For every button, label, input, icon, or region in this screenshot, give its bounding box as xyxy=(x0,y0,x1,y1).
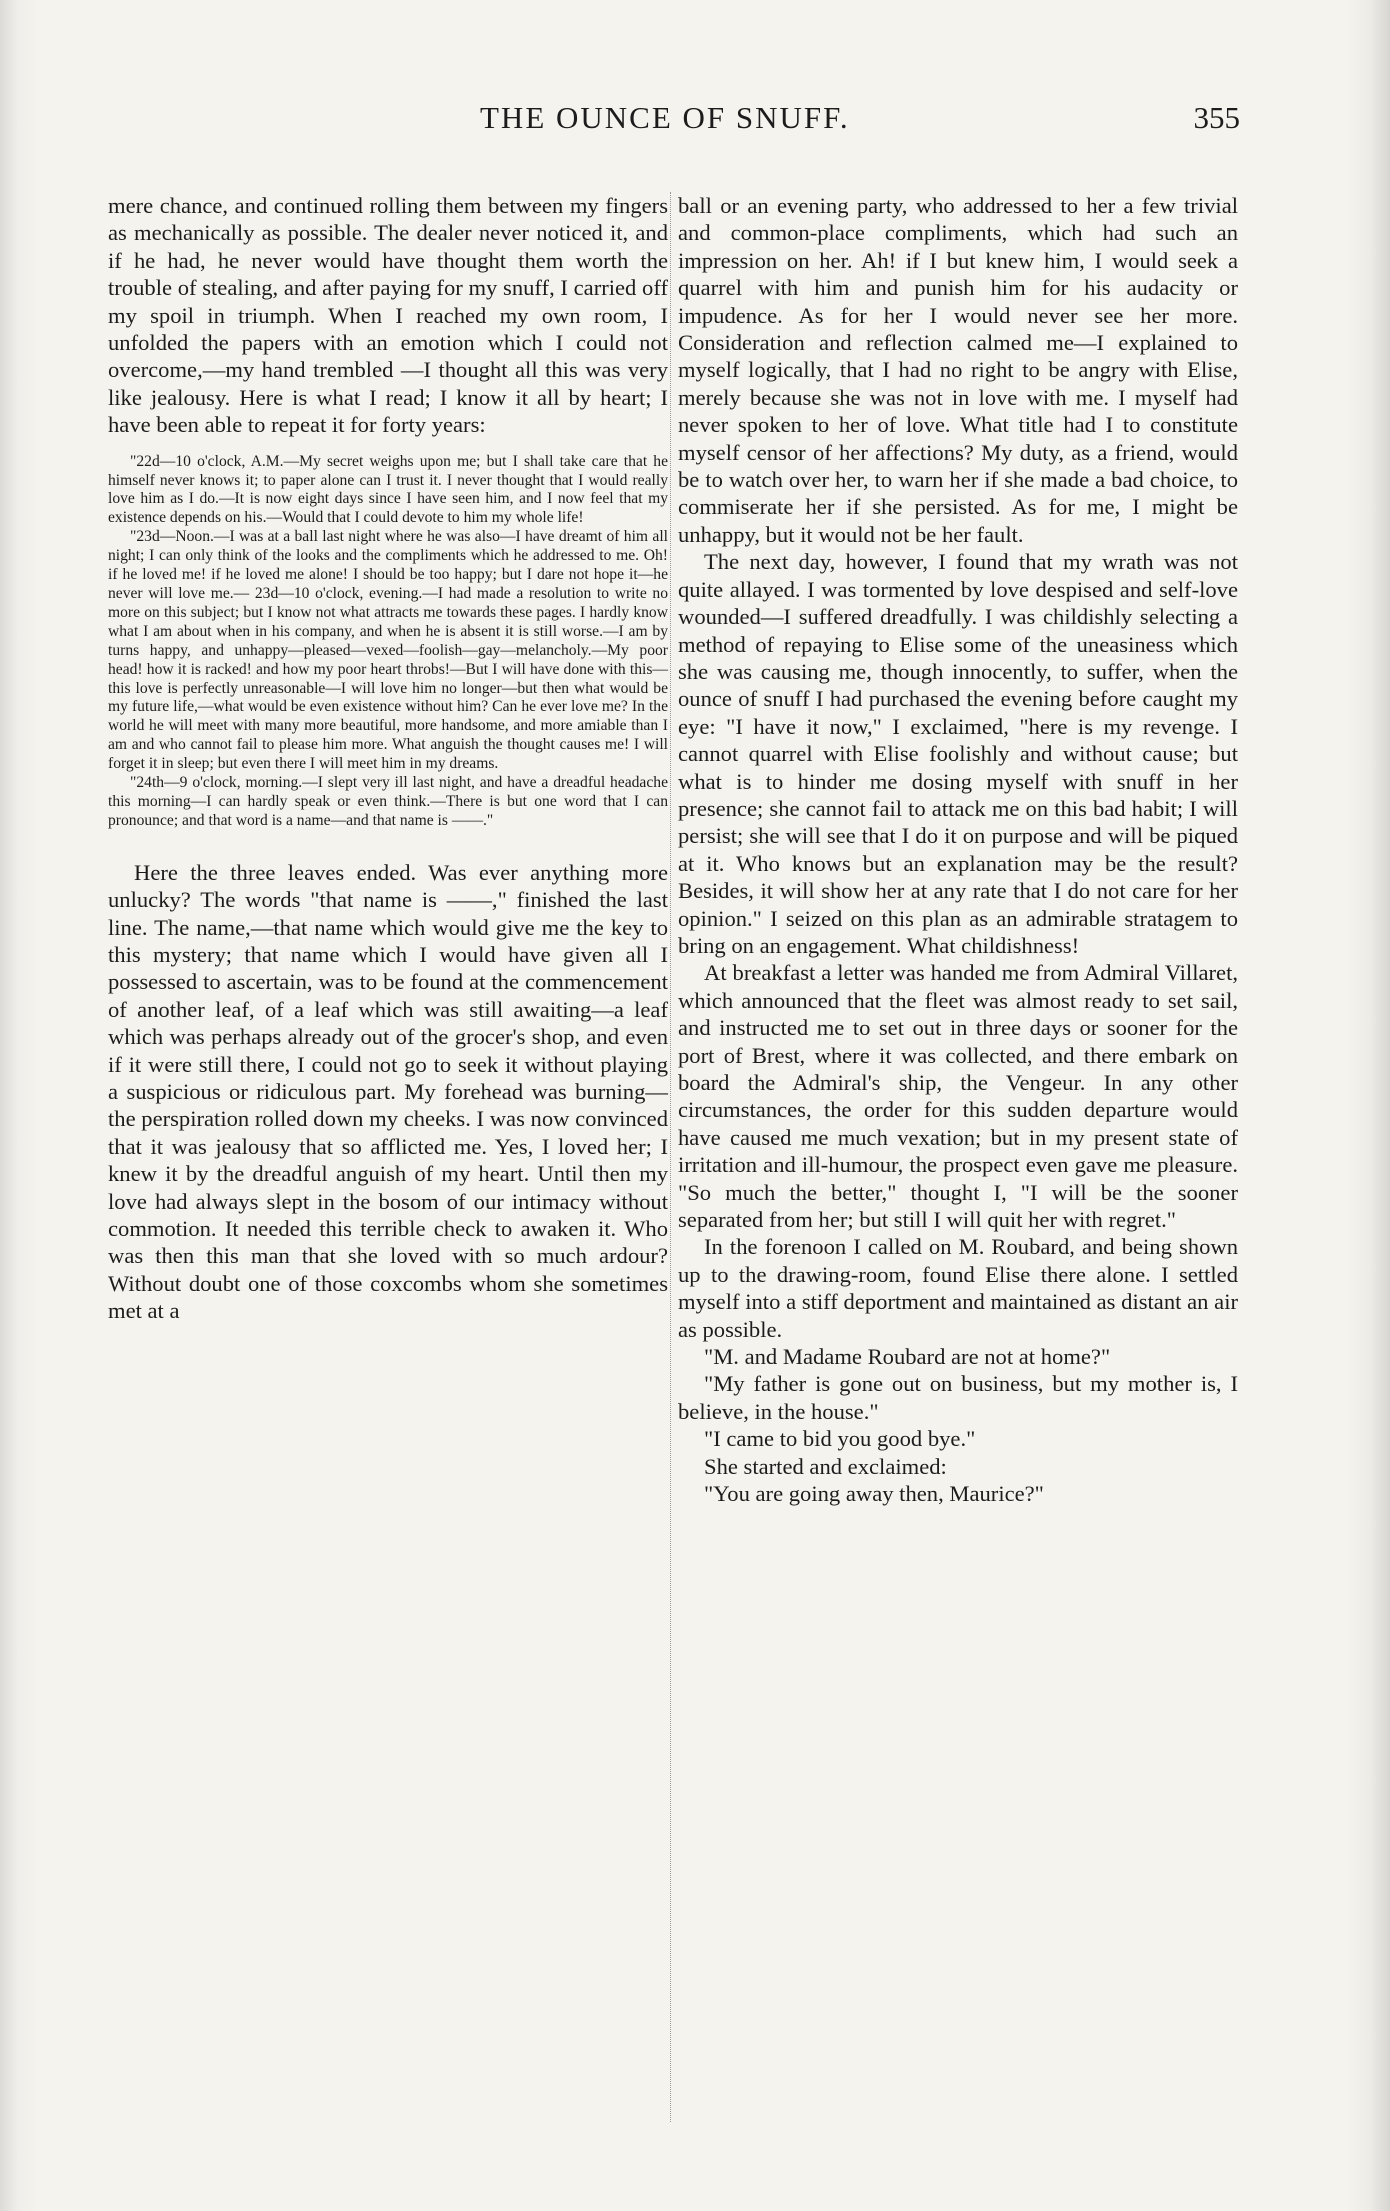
dialogue-line: "You are going away then, Maurice?" xyxy=(704,1481,1044,1507)
left-column xyxy=(108,192,668,1325)
right-column xyxy=(678,192,1238,1508)
paragraph: The next day, however, I found that my wrath was not quite allayed. I was tormented by love despised and self-love wounded—I suffered dreadfully. I was childishly selecting a method of repaying to Elise some of the uneasiness which she was causing me, though innocently, to suffer, when the ounce of snuff I had purchased the evening before caught my eye: "I have it now," I exclaimed, "here is my revenge. I cannot quarrel with Elise foolishly and without cause; but what is to hinder me dosing myself with snuff in her presence; she cannot fail to attack me on this bad habit; I will persist; she will see that I do it on purpose and will be piqued at it. Who knows but an explanation may be the result? Besides, it will show her at any rate that I do not care for her opinion." I seized on this plan as an admirable stratagem to bring on an engagement. What childishness! xyxy=(678,549,1238,958)
dialogue-line: "My father is gone out on business, but my mother is, I believe, in the house." xyxy=(678,1371,1238,1424)
dialogue-line: "M. and Madame Roubard are not at home?" xyxy=(704,1344,1111,1370)
dialogue-line: "I came to bid you good bye." xyxy=(704,1426,976,1452)
column-divider xyxy=(670,192,672,2122)
diary-entry: "24th—9 o'clock, morning.—I slept very ill last night, and have a dreadful headache this morning—I can hardly speak or even think.—There is but one word that I can pronounce; and that word is a name—and that name is ——." xyxy=(108,774,668,829)
paragraph: mere chance, and continued rolling them between my fingers as mechanically as possible. The dealer never noticed it, and if he had, he never would have thought them worth the trouble of stealing, and after paying for my snuff, I carried off my spoil in triumph. When I reached my own room, I unfolded the papers with an emotion which I could not overcome,—my hand trembled —I thought all this was very like jealousy. Here is what I read; I know it all by heart; I have been able to repeat it for forty years: xyxy=(108,193,668,438)
paragraph: Here the three leaves ended. Was ever anything more unlucky? The words "that name is ——," finished the last line. The name,—that name which would give me the key to this mystery; that name which I would have given all I possessed to ascertain, was to be found at the commencement of another leaf, of a leaf which was still awaiting—a leaf which was perhaps already out of the grocer's shop, and even if it were still there, I could not go to seek it without playing a suspicious or ridiculous part. My forehead was burning—the perspiration rolled down my cheeks. I was now convinced that it was jealousy that so afflicted me. Yes, I loved her; I knew it by the dreadful anguish of my heart. Until then my love had always slept in the bosom of our intimacy without commotion. It needed this terrible check to awaken it. Who was then this man that she loved with so much ardour? Without doubt one of those coxcombs whom she sometimes met at a xyxy=(108,859,668,1324)
paragraph: She started and exclaimed: xyxy=(704,1453,947,1479)
diary-entry: "22d—10 o'clock, A.M.—My secret weighs upon me; but I shall take care that he himself never knows it; to paper alone can I trust it. I never thought that I would really love him as I do.—It is now eight days since I have seen him, and I now feel that my existence depends on his.—Would that I could devote to him my whole life! xyxy=(108,452,668,527)
diary-entry: "23d—Noon.—I was at a ball last night where he was also—I have dreamt of him all night; I can only think of the looks and the compliments which he addressed to me. Oh! if he loved me! if he loved me alone! I should be too happy; but I dare not hope it—he never will love me.— 23d—10 o'clock, evening.—I had made a resolution to write no more on this subject; but I know not what attracts me towards these pages. I hardly know what I am about when in his company, and when he is absent it is still worse.—I am by turns happy, and unhappy—pleased—vexed—foolish—gay—melancholy.—My poor head! how it is racked! and how my poor heart throbs!—But I will have done with this—this love is perfectly unreasonable—I will love him no longer—but then what would be my future life,—what would be even existence without him? Can he ever love me? In the world he will meet with many more beautiful, more handsome, and more amiable than I am and who cannot fail to please him more. What anguish the thought causes me! I will forget it in sleep; but even there I will meet him in my dreams. xyxy=(108,528,668,773)
page-number: 355 xyxy=(1193,100,1240,135)
paragraph: ball or an evening party, who addressed to her a few trivial and common-place compliments, which had such an impression on her. Ah! if I but knew him, I would seek a quarrel with him and punish him for his audacity or impudence. As for her I would never see her more. Consideration and reflection calmed me—I explained to myself logically, that I had no right to be angry with Elise, merely because she was not in love with me. I myself had never spoken to her of love. What title had I to constitute myself censor of her affections? My duty, as a friend, would be to watch over her, to warn her if she made a bad choice, to commiserate her if she persisted. As for me, I might be unhappy, but it would not be her fault. xyxy=(678,193,1238,547)
paragraph: In the forenoon I called on M. Roubard, and being shown up to the drawing-room, found Elise there alone. I settled myself into a stiff deportment and maintained as distant an air as possible. xyxy=(678,1234,1238,1342)
paragraph: At breakfast a letter was handed me from Admiral Villaret, which announced that the fleet was almost ready to set sail, and instructed me to set out in three days or sooner for the port of Brest, where it was collected, and there embark on board the Admiral's ship, the Vengeur. In any other circumstances, the order for this sudden departure would have caused me much vexation; but in my present state of irritation and ill-humour, the prospect even gave me pleasure. "So much the better," thought I, "I will be the sooner separated from her; but still I will quit her with regret." xyxy=(678,960,1238,1233)
running-title: THE OUNCE OF SNUFF. xyxy=(480,100,850,135)
diary-extract xyxy=(108,453,668,831)
page-header xyxy=(480,100,1240,150)
